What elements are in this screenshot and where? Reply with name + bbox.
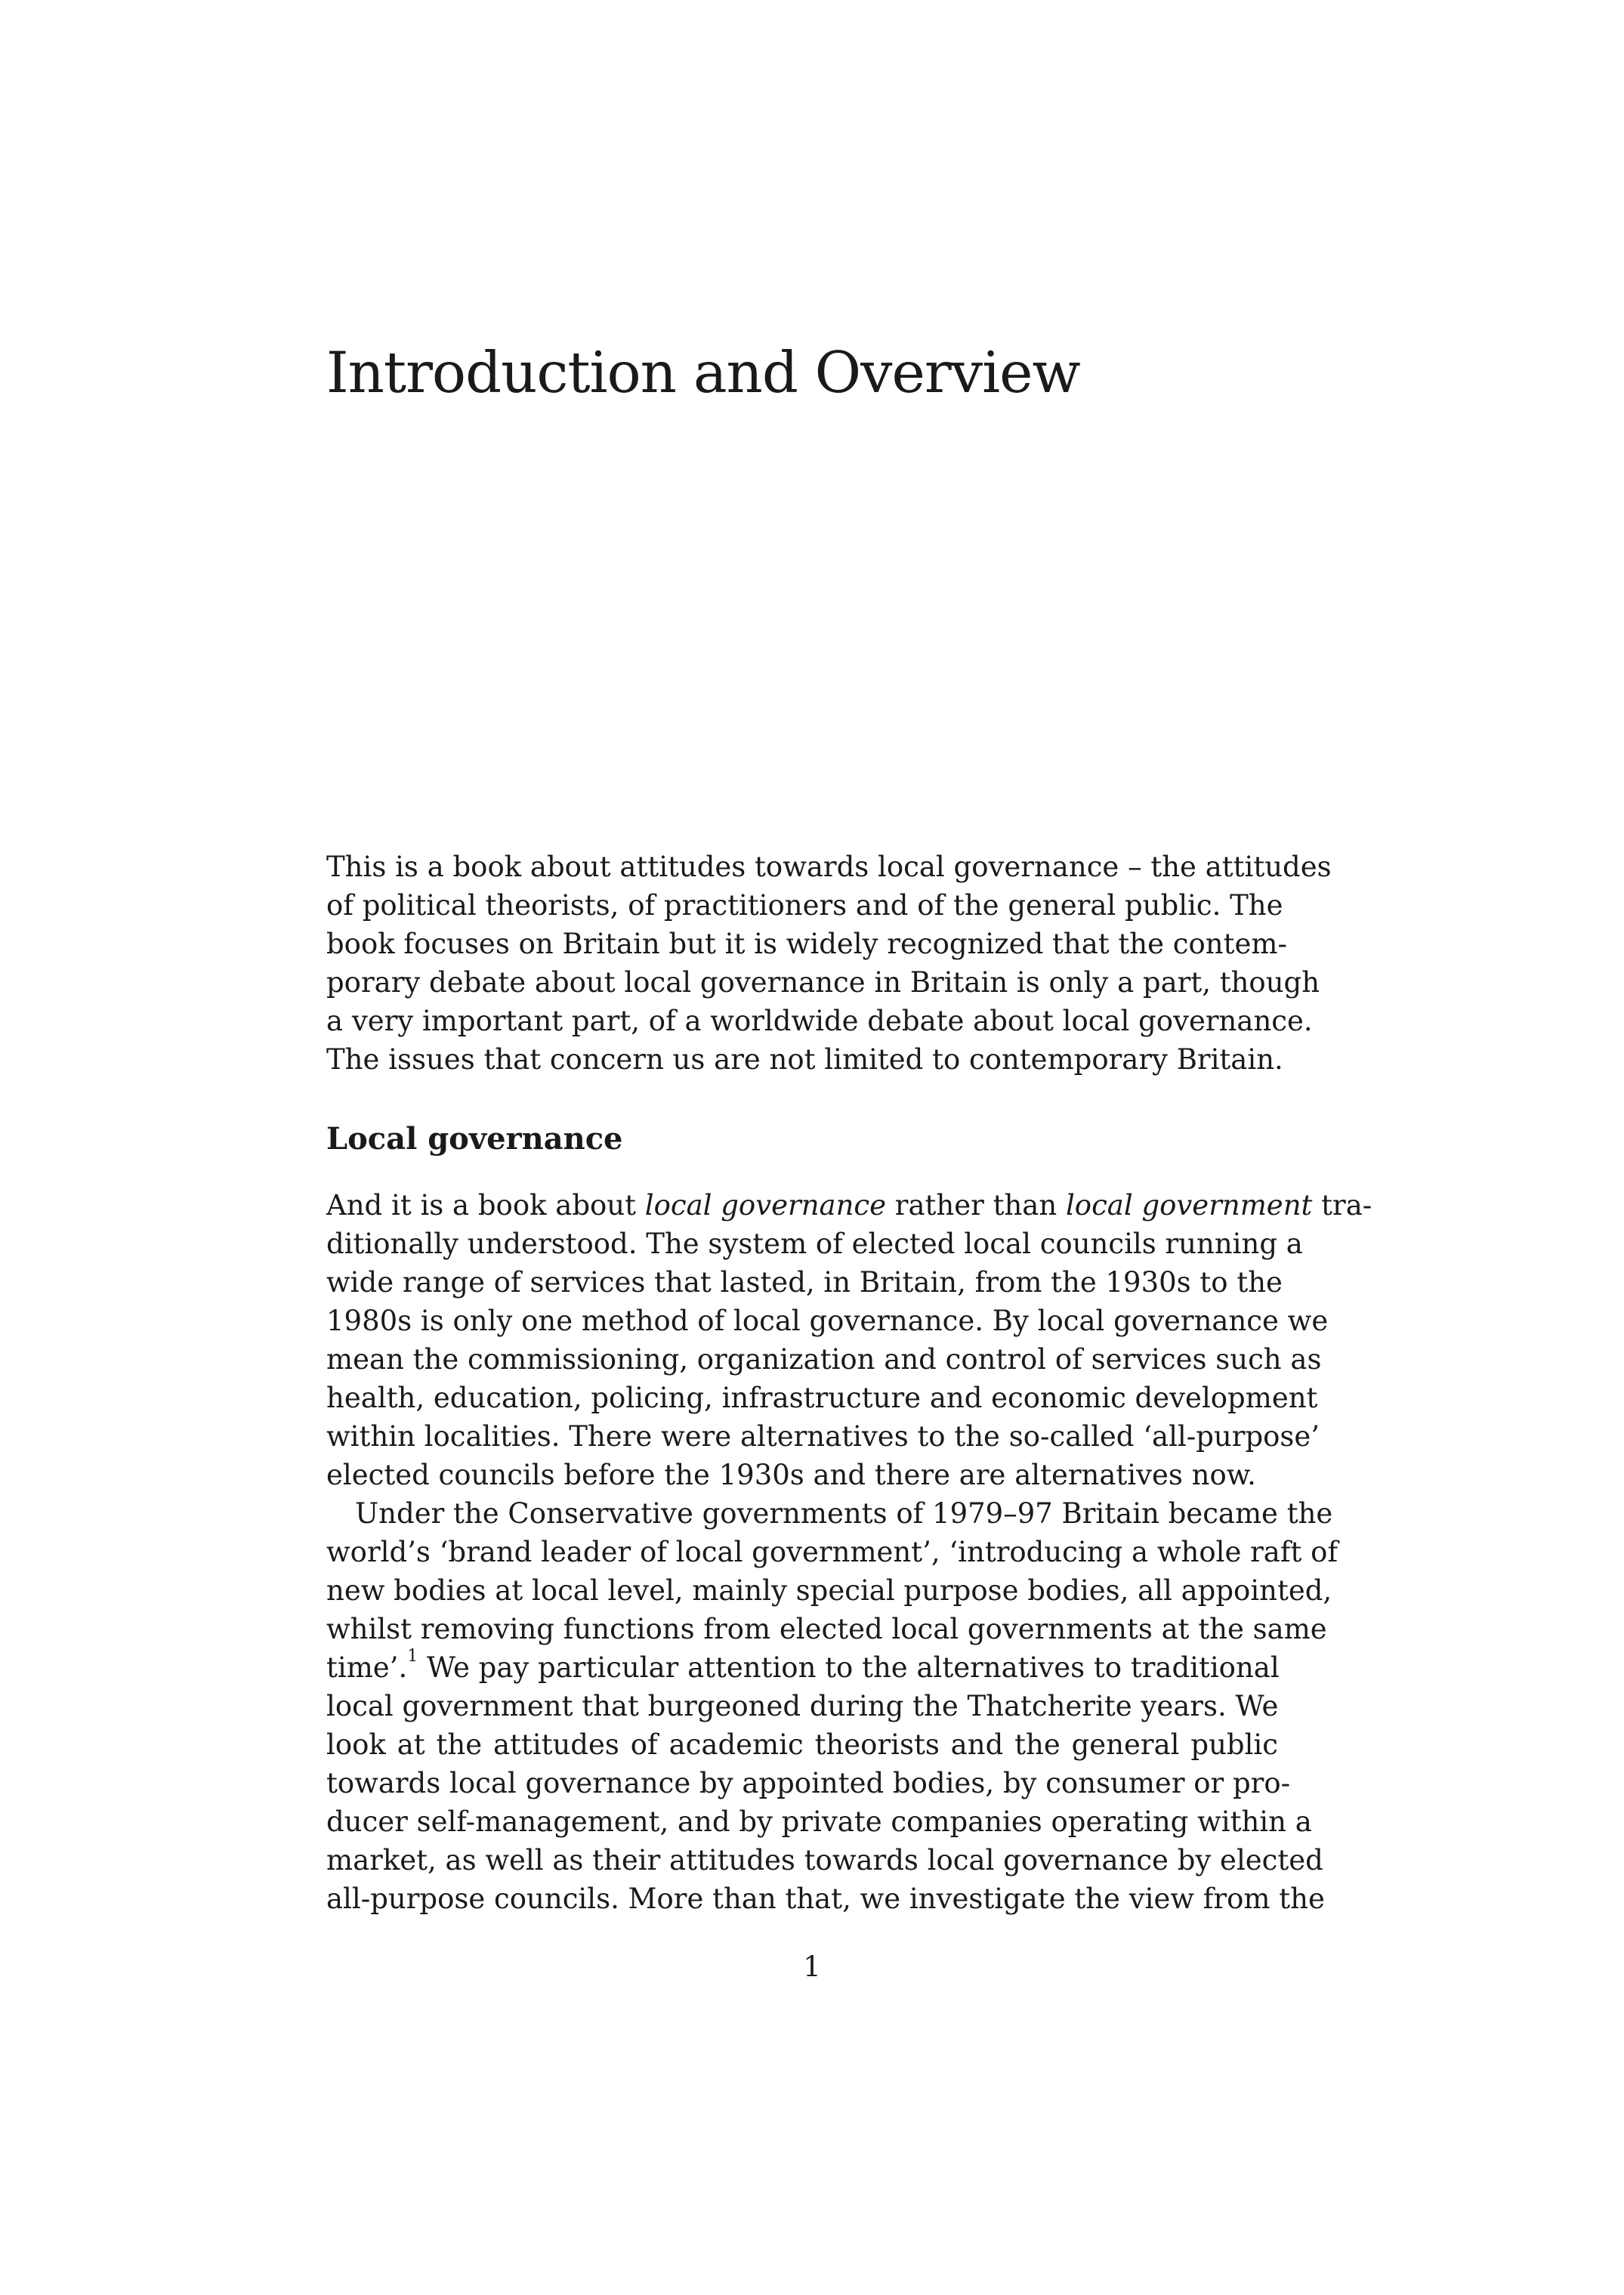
text-line: Under the Conservative governments of 1979–97 Britain became the [355,1497,1333,1530]
text-line: market, as well as their attitudes towards local governance by elected [326,1844,1323,1876]
chapter-title: Introduction and Overview [326,339,1080,406]
text-line: within localities. There were alternatives to the so-called ‘all-purpose’ [326,1420,1320,1453]
text-line: look at the attitudes of academic theorists and the general public [326,1728,1278,1761]
text-line: whilst removing functions from elected local governments at the same [326,1613,1327,1645]
text-line: towards local governance by appointed bodies, by consumer or pro- [326,1767,1291,1799]
text-line: wide range of services that lasted, in Britain, from the 1930s to the [326,1266,1283,1299]
text-run: tra- [1312,1189,1372,1222]
text-run: We pay particular attention to the alternatives to traditional [418,1651,1280,1684]
text-line: porary debate about local governance in Britain is only a part, though [326,966,1320,999]
intro-paragraph [326,848,1332,1079]
text-run: And it is a book about [326,1189,645,1222]
text-line: The issues that concern us are not limited to contemporary Britain. [326,1043,1283,1076]
text-line: 1980s is only one method of local governance. By local governance we [326,1305,1329,1337]
text-line: ducer self-management, and by private companies operating within a [326,1805,1312,1838]
conservative-governments-paragraph [326,1494,1338,1918]
text-line [326,1648,1278,1687]
footnote-reference: 1 [407,1647,418,1666]
text-line: ditionally understood. The system of elected local councils running a [326,1228,1303,1260]
text-line: mean the commissioning, organization and control of services such as [326,1343,1322,1376]
text-line: local government that burgeoned during the Thatcherite years. We [326,1690,1279,1722]
text-run: time’. [326,1651,408,1684]
emphasis-local-governance: local governance [644,1189,887,1222]
local-governance-paragraph [326,1186,1372,1494]
text-line: all-purpose councils. More than that, we investigate the view from the [326,1883,1325,1915]
text-line [326,1186,1372,1225]
text-line: This is a book about attitudes towards local governance – the attitudes [326,851,1332,883]
emphasis-local-government: local government [1065,1189,1313,1222]
section-heading: Local governance [326,1121,623,1157]
text-line: of political theorists, of practitioners and of the general public. The [326,889,1283,922]
text-line: elected councils before the 1930s and there are alternatives now. [326,1459,1256,1491]
text-line: health, education, policing, infrastructure and economic development [326,1382,1318,1414]
text-line: book focuses on Britain but it is widely recognized that the contem- [326,928,1287,960]
page-number: 1 [803,1951,821,1983]
text-line: world’s ‘brand leader of local government’, ‘introducing a whole raft of [326,1536,1338,1568]
text-line: a very important part, of a worldwide debate about local governance. [326,1005,1313,1037]
text-run: rather than [886,1189,1066,1222]
text-line: new bodies at local level, mainly special purpose bodies, all appointed, [326,1574,1332,1607]
